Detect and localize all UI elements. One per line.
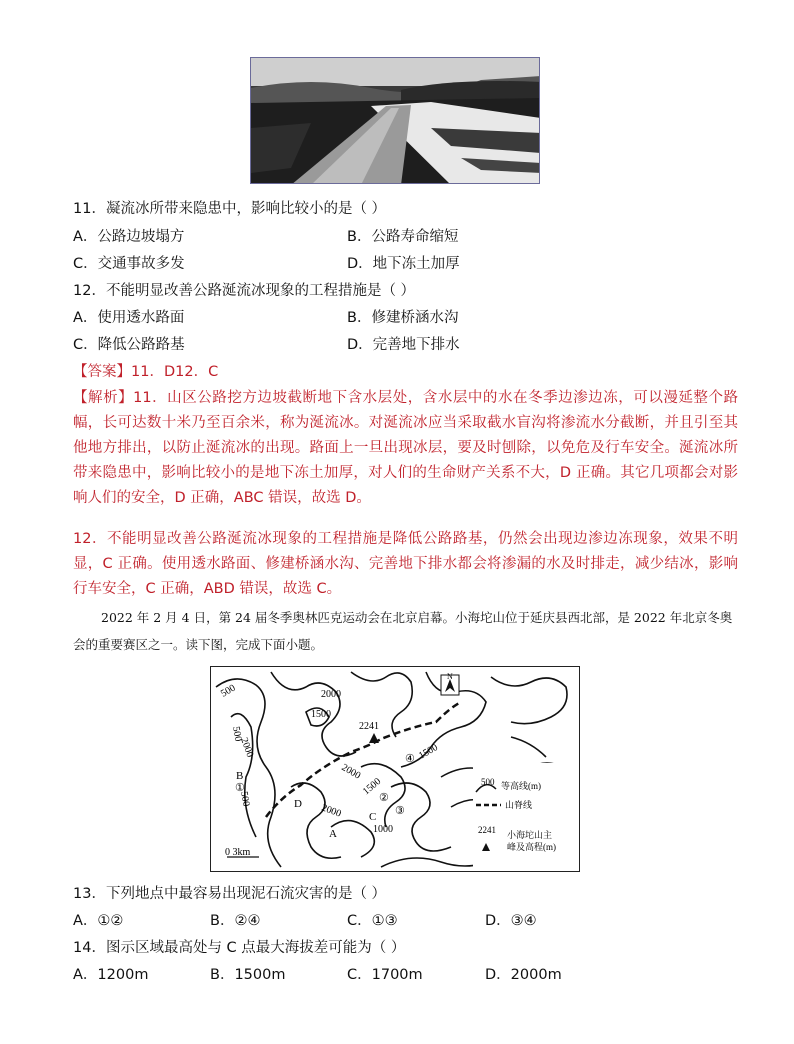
q11-option-c[interactable]: C．交通事故多发: [73, 256, 185, 272]
q13-option-b[interactable]: B．②④: [210, 913, 261, 929]
q14-option-d[interactable]: D．2000m: [485, 967, 562, 983]
contour-line: [511, 737, 546, 757]
road-photo-drawing: [251, 58, 540, 184]
contour-value: 1500: [360, 776, 384, 798]
q11-stem: 11．凝流冰所带来隐患中，影响比较小的是（ ）: [73, 201, 387, 217]
q13-option-c[interactable]: C．①③: [347, 913, 398, 929]
contour-value: 2000: [339, 762, 363, 782]
contour-value: 1500: [417, 742, 440, 762]
contour-line: [391, 783, 451, 851]
q12-stem: 12．不能明显改善公路涎流冰现象的工程措施是（ ）: [73, 283, 416, 299]
point-a-label: A: [329, 828, 337, 840]
point-2-label: ②: [379, 792, 389, 804]
q14-option-a[interactable]: A．1200m: [73, 967, 149, 983]
peak-label: 2241: [359, 721, 379, 732]
contour-value: 1500: [311, 709, 331, 720]
q13-option-a[interactable]: A．①②: [73, 913, 124, 929]
passage-intro: 2022 年 2 月 4 日，第 24 届冬季奥林匹克运动会在北京启幕。小海坨山位于延庆县西北部，是 2022 年北京冬奥会的重要赛区之一。读下图，完成下面小题。: [73, 610, 733, 652]
contour-value: 1000: [373, 824, 393, 835]
legend-peak-value: 2241: [478, 825, 496, 835]
answer-text: 11．D12．C: [131, 364, 219, 380]
q12-option-c[interactable]: C．降低公路路基: [73, 337, 185, 353]
q13-stem: 13．下列地点中最容易出现泥石流灾害的是（ ）: [73, 886, 387, 902]
q14-option-c[interactable]: C．1700m: [347, 967, 423, 983]
analysis-q11: [73, 386, 738, 511]
analysis-q12: 12．不能明显改善公路涎流冰现象的工程措施是降低公路路基，仍然会出现边渗边冻现象，效果不明显，C 正确。使用透水路面、修建桥涵水沟、完善地下排水都会将渗漏的水及时排走，减少结冰，影响行车安全，C 正确，ABD 错误，故选 C。: [73, 531, 738, 597]
legend-peak-text-2: 峰及高程(m): [507, 842, 556, 852]
contour-value: 500: [238, 790, 252, 808]
contour-map-drawing: [211, 667, 580, 872]
point-3-label: ③: [395, 805, 405, 817]
contour-value: 2000: [321, 689, 341, 700]
q14-option-b[interactable]: B．1500m: [210, 967, 286, 983]
scale-label: 0 3km: [225, 847, 251, 858]
q14-stem: 14．图示区域最高处与 C 点最大海拔差可能为（ ）: [73, 940, 406, 956]
contour-line: [331, 821, 374, 857]
legend-peak-text-1: 小海坨山主: [507, 830, 553, 840]
legend-ridge-text: 山脊线: [505, 800, 533, 810]
contour-line: [291, 783, 341, 858]
q13-option-d[interactable]: D．③④: [485, 913, 537, 929]
q11-option-d[interactable]: D．地下冻土加厚: [347, 256, 460, 272]
contour-value: 500: [230, 725, 244, 743]
contour-value: 2000: [238, 736, 256, 759]
q11-option-b[interactable]: B．公路寿命缩短: [347, 229, 459, 245]
point-4-label: ④: [405, 753, 415, 765]
q12-option-a[interactable]: A．使用透水路面: [73, 310, 185, 326]
contour-map: [210, 666, 580, 872]
contour-value: 2000: [319, 802, 343, 820]
contour-line: [491, 677, 567, 724]
analysis-tag: 【解析】: [73, 390, 134, 406]
point-d-label: D: [294, 798, 302, 810]
road-ice-photo: [250, 57, 540, 184]
q12-option-d[interactable]: D．完善地下排水: [347, 337, 460, 353]
analysis-q11-text: 11．山区公路挖方边坡截断地下含水层处，含水层中的水在冬季边渗边冻，可以漫延整个路幅，长可达数十米乃至百余米，称为涎流冰。对涎流冰应当采取截水盲沟将渗流水分截断，并且引至其他地方排出，以防止涎流冰的出现。路面上一旦出现冰层，要及时刨除，以免危及行车安全。涎流冰所带来隐患中，影响比较小的是地下冻土加厚，对人们的生命财产关系不大，D 正确。其它几项都会对影响人们的安全，D 正确，ABC 错误，故选 D。: [73, 390, 739, 506]
legend-contour-text: 等高线(m): [501, 781, 541, 791]
contour-value: 500: [219, 682, 238, 700]
q12-option-b[interactable]: B．修建桥涵水沟: [347, 310, 459, 326]
legend-contour-value: 500: [481, 777, 495, 787]
point-b-label: B: [236, 770, 244, 782]
peak-marker: [369, 733, 379, 743]
point-1-label: ①: [235, 782, 245, 794]
point-c-label: C: [369, 811, 377, 823]
q11-option-a[interactable]: A．公路边坡塌方: [73, 229, 185, 245]
answer-line: [73, 362, 218, 382]
answer-tag: 【答案】: [73, 364, 131, 380]
north-label: N: [447, 672, 453, 681]
